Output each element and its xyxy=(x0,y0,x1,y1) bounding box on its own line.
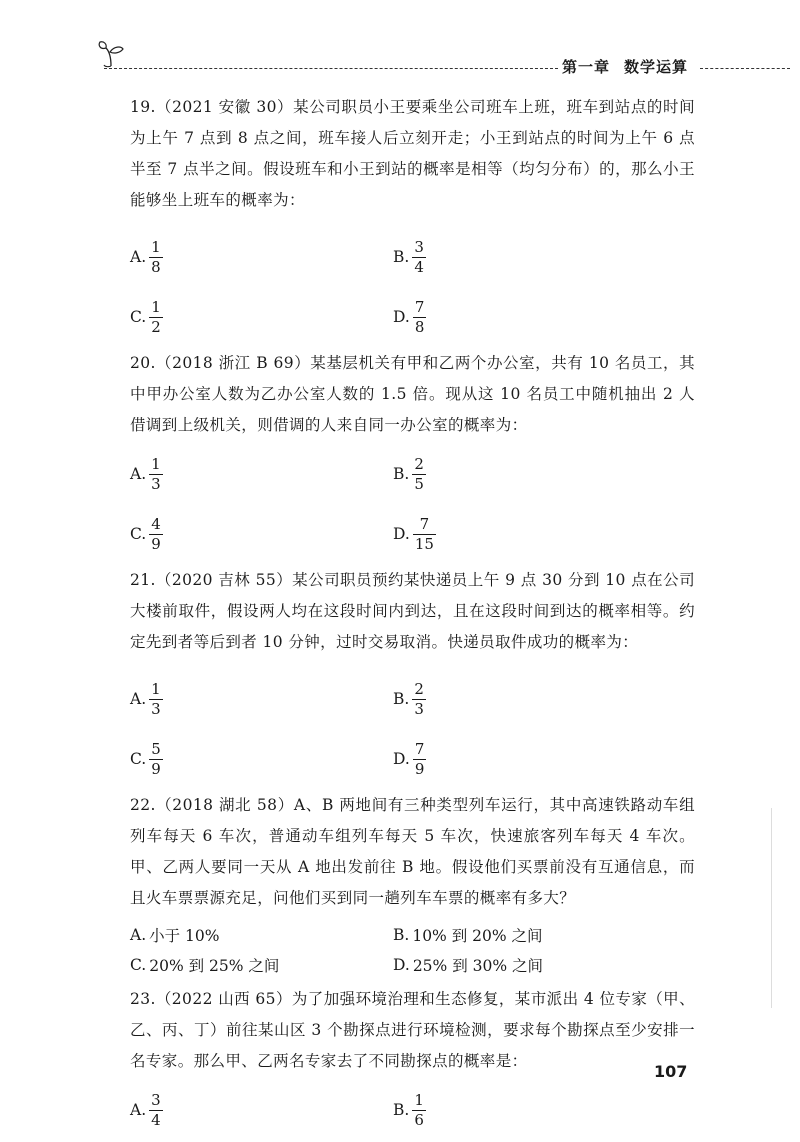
option-c: C. $\frac{5}{9}$ xyxy=(130,739,161,778)
fraction: $\frac{7}{8}$ xyxy=(414,297,425,336)
chapter-label: 第一章 xyxy=(562,58,611,76)
question-19-text: 19.（2021 安徽 30）某公司职员小王要乘坐公司班车上班，班车到站点的时间为上午 7 点到 8 点之间，班车接人后立刻开走；小王到站点的时间为上午 6 点半至 7 点半之间。假设班车和小王到站的概率是相等（均匀分布）的，那么小王能够坐上班车的概率为： xyxy=(130,98,695,209)
question-20-text: 20.（2018 浙江 B 69）某基层机关有甲和乙两个办公室，共有 10 名员工，其中甲办公室人数为乙办公室人数的 1.5 倍。现从这 10 名员工中随机抽出 2 人借调到上级机关，则借调的人来自同一办公室的概率为： xyxy=(130,354,695,434)
fraction: $\frac{5}{9}$ xyxy=(151,739,161,778)
fraction: $\frac{3}{4}$ xyxy=(151,1090,161,1129)
fraction: $\frac{1}{2}$ xyxy=(151,297,161,336)
question-21-options xyxy=(130,672,695,786)
option-c: C. $\frac{1}{2}$ xyxy=(130,297,161,336)
fraction: $\frac{3}{4}$ xyxy=(414,237,424,276)
question-21-text: 21.（2020 吉林 55）某公司职员预约某快递员上午 9 点 30 分到 10 点在公司大楼前取件，假设两人均在这段时间内到达，且在这段时间到达的概率相等。约定先到者等后到者 10 分钟，过时交易取消。快递员取件成功的概率为： xyxy=(130,571,695,651)
fraction: $\frac{7}{9}$ xyxy=(414,739,425,778)
header-rule-right xyxy=(700,68,790,69)
fraction: $\frac{7}{15}$ xyxy=(414,514,434,553)
question-22-text: 22.（2018 湖北 58）A、B 两地间有三种类型列车运行，其中高速铁路动车组列车每天 6 车次，普通动车组列车每天 5 车次，快速旅客列车每天 4 车次。甲、乙两人要同一天从 A 地出发前往 B 地。假设他们买票前没有互通信息，而且火车票票源充足，问他们买到同一趟列车车票的概率有多大？ xyxy=(130,796,695,907)
option-b: B. 10% 到 20% 之间 xyxy=(393,926,543,945)
fraction: $\frac{2}{3}$ xyxy=(414,679,424,718)
question-23-options xyxy=(130,1083,695,1137)
option-a: A. $\frac{1}{8}$ xyxy=(130,237,161,276)
fraction: $\frac{1}{3}$ xyxy=(151,454,161,493)
option-d: D. $\frac{7}{9}$ xyxy=(393,739,425,778)
margin-rule xyxy=(771,808,772,1008)
option-d: D. $\frac{7}{8}$ xyxy=(393,297,425,336)
question-list xyxy=(130,92,695,1141)
sprout-icon xyxy=(96,40,126,68)
header-rule-left xyxy=(104,68,558,69)
option-b: B. $\frac{2}{3}$ xyxy=(393,679,424,718)
option-b: B. $\frac{1}{6}$ xyxy=(393,1090,424,1129)
option-a: A. $\frac{1}{3}$ xyxy=(130,454,161,493)
option-c: C. 20% 到 25% 之间 xyxy=(130,956,280,975)
question-20-options xyxy=(130,447,695,561)
option-b: B. $\frac{3}{4}$ xyxy=(393,237,424,276)
option-a: A. 小于 10% xyxy=(130,926,220,945)
fraction: $\frac{4}{9}$ xyxy=(151,514,161,553)
option-d: D. $\frac{7}{15}$ xyxy=(393,514,434,553)
question-22-options xyxy=(130,920,695,980)
fraction: $\frac{1}{3}$ xyxy=(151,679,161,718)
option-d: D. 25% 到 30% 之间 xyxy=(393,956,543,975)
question-19-options xyxy=(130,230,695,344)
fraction: $\frac{2}{5}$ xyxy=(414,454,424,493)
option-a: A. $\frac{1}{3}$ xyxy=(130,679,161,718)
fraction: $\frac{1}{8}$ xyxy=(151,237,161,276)
option-a: A. $\frac{3}{4}$ xyxy=(130,1090,161,1129)
question-23-text: 23.（2022 山西 65）为了加强环境治理和生态修复，某市派出 4 位专家（甲、乙、丙、丁）前往某山区 3 个勘探点进行环境检测，要求每个勘探点至少安排一名专家。那么甲、乙两名专家去了不同勘探点的概率是： xyxy=(130,990,695,1070)
page-number: 107 xyxy=(654,1062,688,1081)
option-c: C. $\frac{4}{9}$ xyxy=(130,514,161,553)
fraction: $\frac{1}{6}$ xyxy=(414,1090,424,1129)
chapter-title: 数学运算 xyxy=(624,58,689,76)
option-b: B. $\frac{2}{5}$ xyxy=(393,454,424,493)
running-header xyxy=(562,56,688,77)
